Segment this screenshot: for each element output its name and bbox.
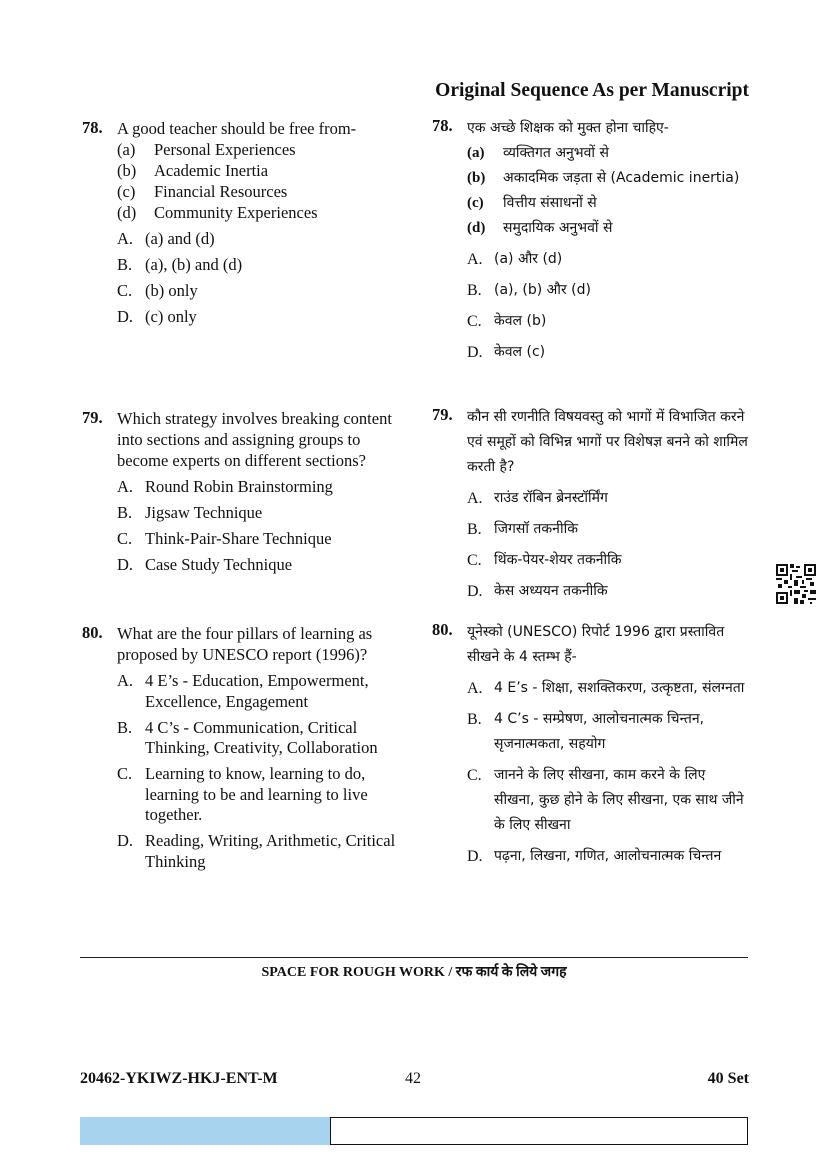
option-c: C. जानने के लिए सीखना, काम करने के लिए सीखना, कुछ होने के लिए सीखना, एक साथ जीने के लिए सीखना bbox=[467, 767, 744, 833]
option-a: A. राउंड रॉबिन ब्रेनस्टॉर्मिंग bbox=[467, 490, 608, 507]
question-78-en bbox=[82, 118, 404, 333]
question-number: 79. bbox=[82, 408, 103, 427]
footer-paper-code: 20462-YKIWZ-HKJ-ENT-M bbox=[80, 1070, 278, 1087]
sub-item: (b) Academic Inertia bbox=[117, 161, 269, 180]
option-b: B. (a), (b) and (d) bbox=[117, 255, 243, 274]
question-number: 80. bbox=[432, 620, 453, 639]
option-c: C. (b) only bbox=[117, 281, 198, 300]
sub-item: (d) समुदायिक अनुभवों से bbox=[467, 220, 613, 236]
question-79-en bbox=[82, 408, 404, 581]
option-d: D. (c) only bbox=[117, 307, 197, 326]
page-title: Original Sequence As per Manuscript bbox=[435, 80, 749, 101]
question-text: What are the four pillars of learning as proposed by UNESCO report (1996)? bbox=[117, 624, 373, 664]
sub-item: (b) अकादमिक जड़ता से (Academic inertia) bbox=[467, 170, 740, 186]
sub-item: (c) Financial Resources bbox=[117, 182, 288, 201]
option-b: B. Jigsaw Technique bbox=[117, 503, 263, 522]
rough-work-label: SPACE FOR ROUGH WORK / रफ कार्य के लिये जगह bbox=[261, 965, 567, 980]
sub-item: (c) वित्तीय संसाधनों से bbox=[467, 195, 597, 211]
question-number: 78. bbox=[82, 118, 103, 137]
option-b: B. (a), (b) और (d) bbox=[467, 282, 591, 299]
option-d: D. केस अध्ययन तकनीकि bbox=[467, 583, 608, 600]
option-d: D. केवल (c) bbox=[467, 344, 546, 361]
option-c: C. थिंक-पेयर-शेयर तकनीकि bbox=[467, 552, 622, 569]
question-number: 79. bbox=[432, 405, 453, 424]
question-text: कौन सी रणनीति विषयवस्तु को भागों में विभाजित करने एवं समूहों को विभिन्न भागों पर विशेषज्ञ बनने को शामिल करती है? bbox=[467, 409, 748, 475]
question-80-hi bbox=[432, 620, 750, 875]
question-78-hi bbox=[432, 116, 750, 371]
question-text: एक अच्छे शिक्षक को मुक्त होना चाहिए- bbox=[467, 120, 669, 136]
option-c: C. केवल (b) bbox=[467, 313, 547, 330]
option-b: B. 4 C’s - सम्प्रेषण, आलोचनात्मक चिन्तन, सृजनात्मकता, सहयोग bbox=[467, 711, 705, 752]
sub-item: (d) Community Experiences bbox=[117, 203, 318, 222]
option-a: A. Round Robin Brainstorming bbox=[117, 477, 333, 496]
question-80-en bbox=[82, 623, 404, 878]
footer-page-number: 42 bbox=[405, 1070, 421, 1087]
option-a: A. (a) और (d) bbox=[467, 251, 563, 268]
option-c: C. Learning to know, learning to do, learning to be and learning to live together. bbox=[117, 764, 368, 824]
question-79-hi bbox=[432, 405, 750, 610]
question-number: 80. bbox=[82, 623, 103, 642]
question-text: A good teacher should be free from- bbox=[117, 119, 357, 138]
option-d: D. Case Study Technique bbox=[117, 555, 293, 574]
footer-color-bar bbox=[80, 1117, 330, 1145]
option-d: D. पढ़ना, लिखना, गणित, आलोचनात्मक चिन्तन bbox=[467, 848, 722, 865]
footer-box bbox=[330, 1117, 748, 1145]
option-a: A. (a) and (d) bbox=[117, 229, 215, 248]
footer-set: 40 Set bbox=[707, 1070, 749, 1087]
sub-item: (a) Personal Experiences bbox=[117, 140, 296, 159]
rough-work-divider bbox=[80, 957, 748, 958]
option-c: C. Think-Pair-Share Technique bbox=[117, 529, 332, 548]
option-b: B. 4 C’s - Communication, Critical Thinking, Creativity, Collaboration bbox=[117, 717, 378, 757]
option-d: D. Reading, Writing, Arithmetic, Critical Thinking bbox=[117, 831, 396, 871]
question-number: 78. bbox=[432, 116, 453, 135]
question-text: यूनेस्को (UNESCO) रिपोर्ट 1996 द्वारा प्रस्तावित सीखने के 4 स्तम्भ हैं- bbox=[467, 624, 725, 665]
qr-code-icon bbox=[776, 564, 816, 604]
sub-item: (a) व्यक्तिगत अनुभवों से bbox=[467, 145, 609, 161]
question-text: Which strategy involves breaking content into sections and assigning groups to become experts on different sections? bbox=[117, 409, 392, 470]
option-b: B. जिगसॉ तकनीकि bbox=[467, 521, 578, 538]
option-a: A. 4 E’s - Education, Empowerment, Excellence, Engagement bbox=[117, 671, 369, 711]
option-a: A. 4 E’s - शिक्षा, सशक्तिकरण, उत्कृष्टता, संलग्नता bbox=[467, 680, 745, 697]
